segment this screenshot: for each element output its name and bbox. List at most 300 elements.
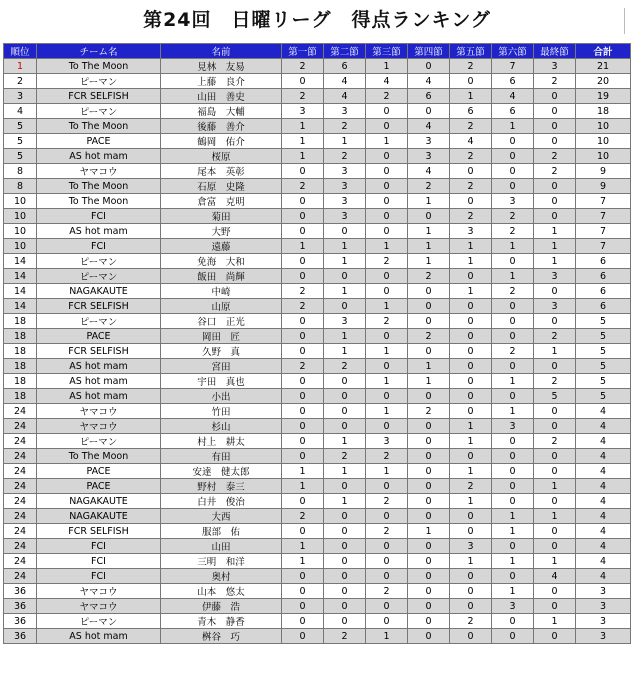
round5-cell: 2 bbox=[450, 479, 492, 494]
rank-cell: 4 bbox=[4, 104, 37, 119]
table-row bbox=[4, 209, 631, 224]
round4-cell: 1 bbox=[408, 239, 450, 254]
round5-cell: 1 bbox=[450, 464, 492, 479]
final-cell: 2 bbox=[534, 374, 576, 389]
team-cell: FCR SELFISH bbox=[37, 299, 161, 314]
round5-cell: 0 bbox=[450, 629, 492, 644]
round1-cell: 0 bbox=[282, 599, 324, 614]
player-name-cell: 桜原 bbox=[161, 149, 282, 164]
round1-cell: 0 bbox=[282, 344, 324, 359]
rank-cell: 10 bbox=[4, 209, 37, 224]
final-cell: 2 bbox=[534, 434, 576, 449]
round3-cell: 1 bbox=[366, 59, 408, 74]
round4-cell: 0 bbox=[408, 419, 450, 434]
round4-cell: 0 bbox=[408, 554, 450, 569]
player-name-cell: 白井 俊治 bbox=[161, 494, 282, 509]
round6-cell: 0 bbox=[492, 134, 534, 149]
final-cell: 0 bbox=[534, 119, 576, 134]
round2-cell: 1 bbox=[324, 434, 366, 449]
round6-cell: 0 bbox=[492, 434, 534, 449]
table-row bbox=[4, 554, 631, 569]
round3-cell: 4 bbox=[366, 74, 408, 89]
round3-cell: 0 bbox=[366, 479, 408, 494]
round5-cell: 0 bbox=[450, 374, 492, 389]
round6-cell: 6 bbox=[492, 74, 534, 89]
round3-cell: 0 bbox=[366, 554, 408, 569]
round2-cell: 0 bbox=[324, 569, 366, 584]
player-name-cell: 服部 佑 bbox=[161, 524, 282, 539]
round3-cell: 0 bbox=[366, 269, 408, 284]
round2-cell: 0 bbox=[324, 389, 366, 404]
rank-cell: 14 bbox=[4, 269, 37, 284]
final-cell: 0 bbox=[534, 629, 576, 644]
team-cell: AS hot mam bbox=[37, 149, 161, 164]
ranking-table bbox=[3, 43, 631, 644]
round2-cell: 0 bbox=[324, 584, 366, 599]
team-cell: ピーマン bbox=[37, 74, 161, 89]
round5-cell: 0 bbox=[450, 74, 492, 89]
team-cell: To The Moon bbox=[37, 194, 161, 209]
round3-cell: 0 bbox=[366, 119, 408, 134]
total-cell: 5 bbox=[576, 314, 631, 329]
total-cell: 18 bbox=[576, 104, 631, 119]
round5-cell: 0 bbox=[450, 389, 492, 404]
round2-cell: 3 bbox=[324, 194, 366, 209]
rank-cell: 24 bbox=[4, 554, 37, 569]
table-row bbox=[4, 119, 631, 134]
round3-cell: 0 bbox=[366, 284, 408, 299]
team-cell: FCR SELFISH bbox=[37, 344, 161, 359]
player-name-cell: 石原 史隆 bbox=[161, 179, 282, 194]
round3-cell: 0 bbox=[366, 149, 408, 164]
round6-cell: 1 bbox=[492, 509, 534, 524]
round6-cell: 4 bbox=[492, 89, 534, 104]
round4-cell: 1 bbox=[408, 194, 450, 209]
player-name-cell: 遠藤 bbox=[161, 239, 282, 254]
round6-cell: 0 bbox=[492, 449, 534, 464]
table-row bbox=[4, 104, 631, 119]
round3-cell: 1 bbox=[366, 134, 408, 149]
rank-cell: 5 bbox=[4, 134, 37, 149]
rank-cell: 10 bbox=[4, 239, 37, 254]
round4-cell: 6 bbox=[408, 89, 450, 104]
round1-cell: 0 bbox=[282, 434, 324, 449]
round4-cell: 0 bbox=[408, 449, 450, 464]
player-name-cell: 青木 静香 bbox=[161, 614, 282, 629]
rank-cell: 36 bbox=[4, 599, 37, 614]
team-cell: PACE bbox=[37, 134, 161, 149]
round3-cell: 0 bbox=[366, 209, 408, 224]
final-cell: 1 bbox=[534, 254, 576, 269]
player-name-cell: 福島 大輔 bbox=[161, 104, 282, 119]
round2-cell: 4 bbox=[324, 89, 366, 104]
final-cell: 4 bbox=[534, 569, 576, 584]
round1-cell: 0 bbox=[282, 269, 324, 284]
total-cell: 4 bbox=[576, 509, 631, 524]
round2-cell: 2 bbox=[324, 629, 366, 644]
rank-cell: 1 bbox=[4, 59, 37, 74]
round6-cell: 0 bbox=[492, 254, 534, 269]
round6-cell: 3 bbox=[492, 599, 534, 614]
final-cell: 1 bbox=[534, 224, 576, 239]
round4-cell: 0 bbox=[408, 494, 450, 509]
final-cell: 0 bbox=[534, 314, 576, 329]
round6-cell: 0 bbox=[492, 389, 534, 404]
table-row bbox=[4, 284, 631, 299]
round1-cell: 2 bbox=[282, 89, 324, 104]
round4-cell: 4 bbox=[408, 164, 450, 179]
total-cell: 6 bbox=[576, 269, 631, 284]
round1-cell: 2 bbox=[282, 59, 324, 74]
round2-cell: 1 bbox=[324, 329, 366, 344]
round6-cell: 7 bbox=[492, 59, 534, 74]
table-row bbox=[4, 314, 631, 329]
final-cell: 0 bbox=[534, 419, 576, 434]
rank-cell: 10 bbox=[4, 194, 37, 209]
final-cell: 0 bbox=[534, 599, 576, 614]
team-cell: NAGAKAUTE bbox=[37, 284, 161, 299]
round5-cell: 6 bbox=[450, 104, 492, 119]
round6-cell: 1 bbox=[492, 269, 534, 284]
round6-cell: 3 bbox=[492, 419, 534, 434]
team-cell: ヤマコウ bbox=[37, 164, 161, 179]
rank-cell: 36 bbox=[4, 584, 37, 599]
round2-cell: 3 bbox=[324, 104, 366, 119]
round2-cell: 0 bbox=[324, 299, 366, 314]
round1-cell: 1 bbox=[282, 134, 324, 149]
round6-cell: 0 bbox=[492, 539, 534, 554]
round3-cell: 0 bbox=[366, 194, 408, 209]
total-cell: 4 bbox=[576, 494, 631, 509]
rank-cell: 24 bbox=[4, 569, 37, 584]
table-row bbox=[4, 329, 631, 344]
round5-cell: 2 bbox=[450, 209, 492, 224]
player-name-cell: 尾本 英彰 bbox=[161, 164, 282, 179]
round5-cell: 0 bbox=[450, 584, 492, 599]
round5-cell: 0 bbox=[450, 449, 492, 464]
round3-cell: 1 bbox=[366, 239, 408, 254]
round1-cell: 1 bbox=[282, 539, 324, 554]
round3-cell: 0 bbox=[366, 509, 408, 524]
round1-cell: 2 bbox=[282, 179, 324, 194]
rank-cell: 8 bbox=[4, 179, 37, 194]
total-cell: 21 bbox=[576, 59, 631, 74]
round1-cell: 1 bbox=[282, 149, 324, 164]
player-name-cell: 谷口 正光 bbox=[161, 314, 282, 329]
round5-cell: 0 bbox=[450, 569, 492, 584]
rank-cell: 36 bbox=[4, 629, 37, 644]
round4-cell: 4 bbox=[408, 119, 450, 134]
final-cell: 0 bbox=[534, 89, 576, 104]
round4-cell: 0 bbox=[408, 344, 450, 359]
table-body bbox=[4, 59, 631, 644]
round2-cell: 0 bbox=[324, 404, 366, 419]
total-cell: 19 bbox=[576, 89, 631, 104]
round3-cell: 1 bbox=[366, 629, 408, 644]
round5-cell: 1 bbox=[450, 554, 492, 569]
table-row bbox=[4, 599, 631, 614]
final-cell: 0 bbox=[534, 134, 576, 149]
total-cell: 4 bbox=[576, 479, 631, 494]
final-cell: 1 bbox=[534, 239, 576, 254]
table-row bbox=[4, 254, 631, 269]
total-cell: 5 bbox=[576, 374, 631, 389]
round6-cell: 2 bbox=[492, 344, 534, 359]
total-cell: 20 bbox=[576, 74, 631, 89]
round5-cell: 0 bbox=[450, 344, 492, 359]
team-cell: To The Moon bbox=[37, 119, 161, 134]
round1-cell: 0 bbox=[282, 374, 324, 389]
player-name-cell: 小出 bbox=[161, 389, 282, 404]
round1-cell: 0 bbox=[282, 449, 324, 464]
player-name-cell: 伊藤 浩 bbox=[161, 599, 282, 614]
round2-cell: 1 bbox=[324, 344, 366, 359]
player-name-cell: 桝谷 巧 bbox=[161, 629, 282, 644]
round2-cell: 0 bbox=[324, 419, 366, 434]
table-row bbox=[4, 344, 631, 359]
round6-cell: 1 bbox=[492, 524, 534, 539]
table-row bbox=[4, 59, 631, 74]
player-name-cell: 後藤 善介 bbox=[161, 119, 282, 134]
round5-cell: 0 bbox=[450, 164, 492, 179]
round1-cell: 0 bbox=[282, 254, 324, 269]
round4-cell: 0 bbox=[408, 434, 450, 449]
round1-cell: 2 bbox=[282, 359, 324, 374]
round6-cell: 1 bbox=[492, 239, 534, 254]
round6-cell: 3 bbox=[492, 194, 534, 209]
total-cell: 7 bbox=[576, 224, 631, 239]
round3-cell: 0 bbox=[366, 329, 408, 344]
col-final-header: 最終節 bbox=[534, 44, 576, 59]
round3-cell: 0 bbox=[366, 359, 408, 374]
round5-cell: 0 bbox=[450, 599, 492, 614]
table-row bbox=[4, 464, 631, 479]
rank-cell: 24 bbox=[4, 434, 37, 449]
round6-cell: 1 bbox=[492, 404, 534, 419]
team-cell: PACE bbox=[37, 479, 161, 494]
total-cell: 4 bbox=[576, 404, 631, 419]
team-cell: PACE bbox=[37, 464, 161, 479]
table-row bbox=[4, 239, 631, 254]
round5-cell: 0 bbox=[450, 524, 492, 539]
round4-cell: 1 bbox=[408, 359, 450, 374]
rank-cell: 5 bbox=[4, 119, 37, 134]
final-cell: 0 bbox=[534, 209, 576, 224]
round3-cell: 1 bbox=[366, 344, 408, 359]
total-cell: 3 bbox=[576, 614, 631, 629]
round1-cell: 2 bbox=[282, 284, 324, 299]
player-name-cell: 山田 善史 bbox=[161, 89, 282, 104]
total-cell: 7 bbox=[576, 194, 631, 209]
round3-cell: 0 bbox=[366, 419, 408, 434]
round6-cell: 0 bbox=[492, 299, 534, 314]
round6-cell: 1 bbox=[492, 584, 534, 599]
round3-cell: 2 bbox=[366, 494, 408, 509]
round5-cell: 3 bbox=[450, 224, 492, 239]
round1-cell: 2 bbox=[282, 299, 324, 314]
table-row bbox=[4, 374, 631, 389]
player-name-cell: 山原 bbox=[161, 299, 282, 314]
team-cell: NAGAKAUTE bbox=[37, 494, 161, 509]
table-row bbox=[4, 539, 631, 554]
table-row bbox=[4, 179, 631, 194]
round5-cell: 0 bbox=[450, 269, 492, 284]
final-cell: 2 bbox=[534, 164, 576, 179]
rank-cell: 18 bbox=[4, 314, 37, 329]
final-cell: 0 bbox=[534, 194, 576, 209]
team-cell: ピーマン bbox=[37, 254, 161, 269]
round4-cell: 3 bbox=[408, 134, 450, 149]
team-cell: FCI bbox=[37, 569, 161, 584]
round4-cell: 1 bbox=[408, 374, 450, 389]
round1-cell: 1 bbox=[282, 554, 324, 569]
team-cell: ヤマコウ bbox=[37, 419, 161, 434]
round1-cell: 0 bbox=[282, 404, 324, 419]
round6-cell: 1 bbox=[492, 554, 534, 569]
final-cell: 1 bbox=[534, 479, 576, 494]
round6-cell: 0 bbox=[492, 314, 534, 329]
round1-cell: 0 bbox=[282, 524, 324, 539]
round3-cell: 0 bbox=[366, 164, 408, 179]
round5-cell: 1 bbox=[450, 494, 492, 509]
round4-cell: 0 bbox=[408, 104, 450, 119]
total-cell: 4 bbox=[576, 554, 631, 569]
round1-cell: 0 bbox=[282, 314, 324, 329]
rank-cell: 3 bbox=[4, 89, 37, 104]
round3-cell: 3 bbox=[366, 434, 408, 449]
round2-cell: 3 bbox=[324, 179, 366, 194]
round1-cell: 1 bbox=[282, 119, 324, 134]
round5-cell: 2 bbox=[450, 119, 492, 134]
table-row bbox=[4, 164, 631, 179]
team-cell: ピーマン bbox=[37, 104, 161, 119]
round3-cell: 0 bbox=[366, 539, 408, 554]
rank-cell: 10 bbox=[4, 224, 37, 239]
table-row bbox=[4, 494, 631, 509]
round2-cell: 0 bbox=[324, 599, 366, 614]
final-cell: 5 bbox=[534, 389, 576, 404]
col-round3-header: 第三節 bbox=[366, 44, 408, 59]
team-cell: AS hot mam bbox=[37, 389, 161, 404]
team-cell: ヤマコウ bbox=[37, 404, 161, 419]
round5-cell: 1 bbox=[450, 284, 492, 299]
table-row bbox=[4, 419, 631, 434]
round3-cell: 2 bbox=[366, 524, 408, 539]
final-cell: 0 bbox=[534, 104, 576, 119]
round2-cell: 0 bbox=[324, 614, 366, 629]
round1-cell: 0 bbox=[282, 614, 324, 629]
round2-cell: 2 bbox=[324, 449, 366, 464]
round2-cell: 2 bbox=[324, 149, 366, 164]
team-cell: FCR SELFISH bbox=[37, 89, 161, 104]
table-row bbox=[4, 569, 631, 584]
round2-cell: 2 bbox=[324, 119, 366, 134]
player-name-cell: 大野 bbox=[161, 224, 282, 239]
round3-cell: 0 bbox=[366, 614, 408, 629]
table-row bbox=[4, 74, 631, 89]
round2-cell: 2 bbox=[324, 359, 366, 374]
table-row bbox=[4, 224, 631, 239]
table-row bbox=[4, 509, 631, 524]
round2-cell: 0 bbox=[324, 269, 366, 284]
team-cell: ピーマン bbox=[37, 614, 161, 629]
player-name-cell: 三明 和洋 bbox=[161, 554, 282, 569]
round6-cell: 1 bbox=[492, 374, 534, 389]
round2-cell: 6 bbox=[324, 59, 366, 74]
rank-cell: 24 bbox=[4, 524, 37, 539]
round5-cell: 2 bbox=[450, 614, 492, 629]
round6-cell: 0 bbox=[492, 614, 534, 629]
team-cell: To The Moon bbox=[37, 179, 161, 194]
col-round4-header: 第四節 bbox=[408, 44, 450, 59]
round2-cell: 1 bbox=[324, 464, 366, 479]
rank-cell: 18 bbox=[4, 359, 37, 374]
round4-cell: 2 bbox=[408, 404, 450, 419]
team-cell: AS hot mam bbox=[37, 224, 161, 239]
round6-cell: 0 bbox=[492, 629, 534, 644]
rank-cell: 24 bbox=[4, 494, 37, 509]
rank-cell: 36 bbox=[4, 614, 37, 629]
round3-cell: 0 bbox=[366, 224, 408, 239]
col-round6-header: 第六節 bbox=[492, 44, 534, 59]
round2-cell: 1 bbox=[324, 134, 366, 149]
table-row bbox=[4, 479, 631, 494]
final-cell: 0 bbox=[534, 524, 576, 539]
total-cell: 4 bbox=[576, 449, 631, 464]
round2-cell: 0 bbox=[324, 524, 366, 539]
round4-cell: 2 bbox=[408, 269, 450, 284]
round6-cell: 0 bbox=[492, 464, 534, 479]
rank-cell: 24 bbox=[4, 404, 37, 419]
player-name-cell: 山田 bbox=[161, 539, 282, 554]
final-cell: 0 bbox=[534, 584, 576, 599]
round3-cell: 1 bbox=[366, 299, 408, 314]
round5-cell: 1 bbox=[450, 434, 492, 449]
round2-cell: 4 bbox=[324, 74, 366, 89]
round3-cell: 1 bbox=[366, 374, 408, 389]
col-rank-header: 順位 bbox=[4, 44, 37, 59]
player-name-cell: 野村 泰三 bbox=[161, 479, 282, 494]
round5-cell: 0 bbox=[450, 329, 492, 344]
total-cell: 9 bbox=[576, 164, 631, 179]
player-name-cell: 中崎 bbox=[161, 284, 282, 299]
round6-cell: 0 bbox=[492, 359, 534, 374]
final-cell: 2 bbox=[534, 149, 576, 164]
round2-cell: 0 bbox=[324, 479, 366, 494]
rank-cell: 18 bbox=[4, 374, 37, 389]
round1-cell: 1 bbox=[282, 479, 324, 494]
rank-cell: 24 bbox=[4, 539, 37, 554]
round2-cell: 0 bbox=[324, 539, 366, 554]
round5-cell: 4 bbox=[450, 134, 492, 149]
table-row bbox=[4, 149, 631, 164]
total-cell: 5 bbox=[576, 329, 631, 344]
team-cell: FCR SELFISH bbox=[37, 524, 161, 539]
round3-cell: 1 bbox=[366, 404, 408, 419]
final-cell: 0 bbox=[534, 404, 576, 419]
round4-cell: 2 bbox=[408, 329, 450, 344]
round6-cell: 2 bbox=[492, 284, 534, 299]
table-row bbox=[4, 584, 631, 599]
round1-cell: 0 bbox=[282, 209, 324, 224]
round3-cell: 1 bbox=[366, 464, 408, 479]
col-round5-header: 第五節 bbox=[450, 44, 492, 59]
round3-cell: 2 bbox=[366, 89, 408, 104]
team-cell: FCI bbox=[37, 209, 161, 224]
round3-cell: 0 bbox=[366, 179, 408, 194]
col-total-header: 合計 bbox=[576, 44, 631, 59]
round3-cell: 2 bbox=[366, 449, 408, 464]
